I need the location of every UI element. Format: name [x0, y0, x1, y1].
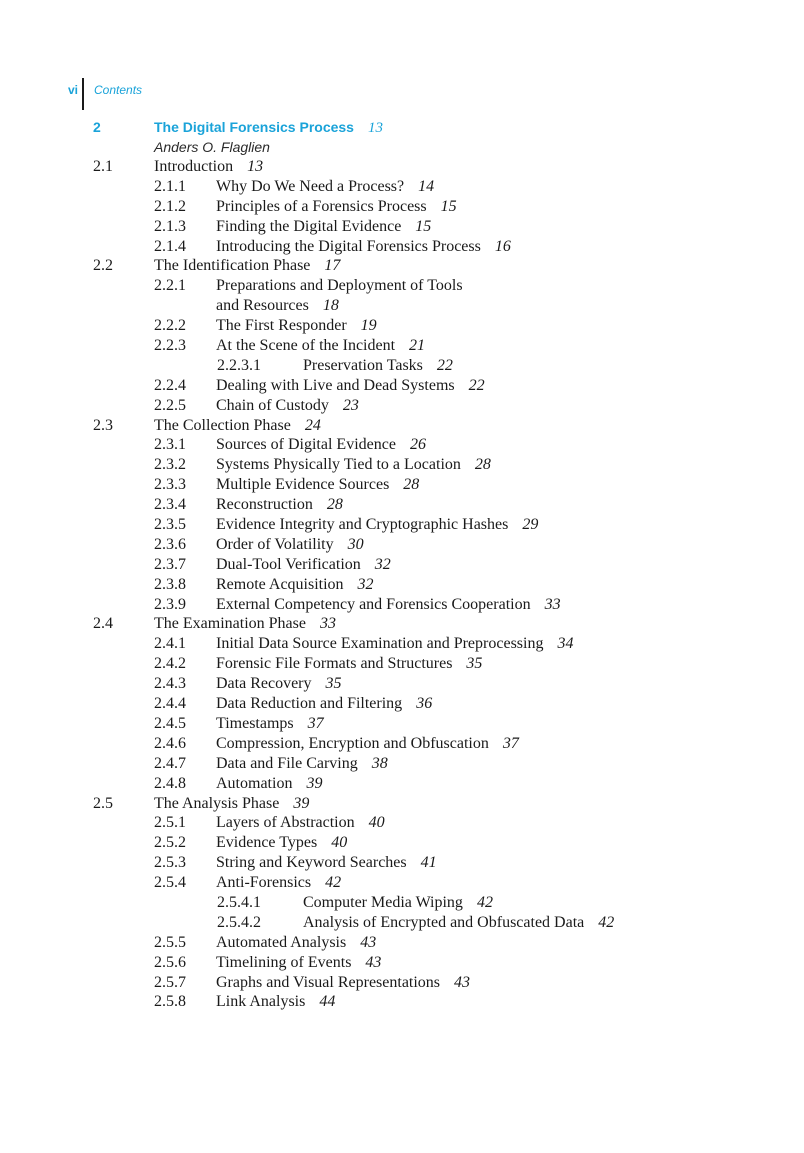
- toc-entry-number: 2.5.4: [154, 874, 186, 892]
- toc-entry-page: 29: [522, 516, 539, 534]
- toc-entry-title-line: [154, 157, 263, 177]
- toc-entry-title-line: [216, 197, 457, 217]
- toc-entry-page: 19: [360, 317, 377, 335]
- toc-entry-number: 2.2.2: [154, 317, 186, 335]
- toc-entry-page: 41: [420, 854, 437, 872]
- toc-entry-page: 33: [544, 595, 561, 613]
- toc-entry[interactable]: [0, 455, 804, 475]
- toc-entry-title: and Resources: [216, 297, 309, 315]
- toc-entry[interactable]: [0, 833, 804, 853]
- toc-entry-page: 28: [326, 496, 343, 514]
- toc-entry[interactable]: [0, 495, 804, 515]
- toc-entry-title: Preparations and Deployment of Tools: [216, 277, 463, 295]
- toc-entry-number: 2.3.3: [154, 476, 186, 494]
- toc-entry-title: Introduction: [154, 158, 234, 175]
- toc-entry-title: Automation: [216, 774, 293, 792]
- toc-entry-number: 2.3.9: [154, 595, 186, 613]
- toc-entry-title-line: [303, 893, 493, 913]
- toc-entry-title-line: [303, 356, 453, 376]
- toc-entry-page: 28: [403, 476, 420, 494]
- toc-entry-page: 35: [466, 655, 483, 673]
- toc-entry[interactable]: [0, 595, 804, 615]
- toc-entry-title-line: [216, 973, 470, 993]
- toc-entry-title-line: [216, 575, 374, 595]
- toc-entry-number: 2.5: [93, 794, 113, 812]
- toc-entry-title-line: [216, 475, 419, 495]
- toc-entry-title: The Analysis Phase: [154, 794, 280, 812]
- toc-entry-title-line: [216, 873, 341, 893]
- toc-entry-number: 2.5.5: [154, 933, 186, 951]
- toc-entry-page: 28: [474, 456, 491, 474]
- toc-entry[interactable]: [0, 853, 804, 873]
- toc-entry-title-line: [216, 396, 359, 416]
- toc-entry-title: Dual-Tool Verification: [216, 555, 361, 573]
- toc-entry-number: 2.3.5: [154, 516, 186, 534]
- toc-entry-title-line: [303, 913, 614, 933]
- toc-entry-title-line: [216, 634, 573, 654]
- toc-entry-page: 32: [357, 575, 374, 593]
- toc-entry-title-line: [216, 515, 538, 535]
- toc-entry[interactable]: [0, 575, 804, 595]
- toc-entry-title: Introducing the Digital Forensics Process: [216, 237, 481, 255]
- toc-entry-page: 32: [374, 555, 391, 573]
- page-number: vi: [68, 83, 79, 97]
- toc-entry-title: Preservation Tasks: [303, 356, 423, 374]
- toc-entry[interactable]: [0, 973, 804, 993]
- toc-entry-number: 2.2.3: [154, 337, 186, 355]
- toc-entry-page: 13: [247, 158, 264, 175]
- toc-entry-number: 2.4.3: [154, 675, 186, 693]
- toc-entry[interactable]: [0, 913, 804, 933]
- toc-entry-number: 2.4.1: [154, 635, 186, 653]
- toc-entry-number: 2.3.1: [154, 436, 186, 454]
- toc-entry-number: 2.1.2: [154, 197, 186, 215]
- toc-entry-title: Data Recovery: [216, 675, 312, 693]
- toc-entry-page: 39: [306, 774, 323, 792]
- toc-entry-page: 15: [440, 197, 457, 215]
- running-title: Contents: [94, 83, 143, 97]
- toc-entry-number: 2.1.1: [154, 177, 186, 195]
- toc-entry[interactable]: [0, 893, 804, 913]
- toc-entry-title: Data Reduction and Filtering: [216, 695, 403, 713]
- toc-entry-title-line: [216, 654, 482, 674]
- toc-entry-title-line: [216, 296, 339, 316]
- toc-entry-title-line: [216, 177, 434, 197]
- toc-entry-number: 2.3.2: [154, 456, 186, 474]
- chapter-number: 2: [93, 119, 101, 135]
- toc-entry-title: Order of Volatility: [216, 535, 334, 553]
- toc-entry-page: 39: [293, 794, 310, 812]
- toc-entry-title: Evidence Types: [216, 834, 318, 852]
- toc-entry-title: Remote Acquisition: [216, 575, 344, 593]
- toc-entry-title: External Competency and Forensics Cooperation: [216, 595, 531, 613]
- toc-entry-title-line: [216, 435, 426, 455]
- toc-entry-number: 2.5.2: [154, 834, 186, 852]
- toc-entry-title: Link Analysis: [216, 993, 306, 1011]
- toc-entry-number: 2.1.3: [154, 217, 186, 235]
- toc-entry-page: 42: [598, 913, 615, 931]
- toc-entry-number: 2.1.4: [154, 237, 186, 255]
- toc-entry-page: 37: [307, 714, 324, 732]
- toc-entry[interactable]: [0, 555, 804, 575]
- toc-entry-page: 42: [476, 893, 493, 911]
- toc-entry[interactable]: [0, 376, 804, 396]
- toc-entry-title: String and Keyword Searches: [216, 854, 407, 872]
- toc-entry[interactable]: [0, 614, 804, 634]
- running-header: [0, 78, 300, 110]
- toc-entry-title-line: [216, 774, 322, 794]
- toc-entry[interactable]: [0, 992, 804, 1012]
- toc-entry[interactable]: [0, 794, 804, 814]
- toc-entry-page: 24: [304, 416, 321, 434]
- toc-entry[interactable]: [0, 515, 804, 535]
- toc-entry-title-line: [216, 455, 491, 475]
- toc-entry-page: 36: [416, 695, 433, 713]
- toc-entry[interactable]: [0, 177, 804, 197]
- toc-entry-number: 2.2: [93, 257, 113, 275]
- chapter-title: The Digital Forensics Process: [154, 119, 354, 135]
- toc-entry-number: 2.4.5: [154, 714, 186, 732]
- toc-entry-number: 2.5.8: [154, 993, 186, 1011]
- toc-entry-title: Automated Analysis: [216, 933, 347, 951]
- toc-entry[interactable]: [0, 813, 804, 833]
- toc-entry-title: Timestamps: [216, 714, 294, 732]
- chapter-title-line[interactable]: [154, 117, 383, 138]
- toc-entry-title-line: [154, 416, 321, 436]
- toc-entry[interactable]: [0, 654, 804, 674]
- toc-entry-title: Sources of Digital Evidence: [216, 436, 396, 454]
- toc-entry-page: 43: [360, 933, 377, 951]
- toc-entry-title-line: [216, 734, 519, 754]
- toc-entry[interactable]: [0, 634, 804, 654]
- toc-entry-title-line: [216, 535, 364, 555]
- toc-entry-number: 2.5.6: [154, 953, 186, 971]
- toc-entry-title-line: [216, 813, 385, 833]
- toc-entry[interactable]: [0, 535, 804, 555]
- toc-entry-title-line: [216, 714, 324, 734]
- toc-entry-title: Graphs and Visual Representations: [216, 973, 441, 991]
- toc-entry[interactable]: [0, 953, 804, 973]
- toc-entry-page: 30: [347, 535, 364, 553]
- toc-entry-number: 2.4.4: [154, 695, 186, 713]
- toc-entry[interactable]: [0, 873, 804, 893]
- toc-entry-number: 2.5.4.1: [217, 893, 261, 911]
- toc-entry-page: 18: [322, 297, 339, 315]
- toc-entry[interactable]: [0, 217, 804, 237]
- toc-entry-page: 15: [415, 217, 432, 235]
- toc-entry-title: Evidence Integrity and Cryptographic Hashes: [216, 516, 509, 534]
- toc-entry-number: 2.4.2: [154, 655, 186, 673]
- toc-entry-page: 44: [319, 993, 336, 1011]
- toc-entry-title-line: [216, 754, 388, 774]
- toc-entry[interactable]: [0, 754, 804, 774]
- toc-entry-title-line: [216, 217, 431, 237]
- toc-entry-title: Dealing with Live and Dead Systems: [216, 376, 455, 394]
- toc-entry-title: The First Responder: [216, 317, 347, 335]
- toc-entry-page: 22: [468, 376, 485, 394]
- toc-entry-title-line: [216, 336, 425, 356]
- toc-entry-number: 2.4: [93, 615, 113, 633]
- toc-entry[interactable]: [0, 734, 804, 754]
- chapter-author: Anders O. Flaglien: [154, 139, 270, 155]
- toc-entry-number: 2.5.4.2: [217, 913, 261, 931]
- toc-entry-title: The Identification Phase: [154, 257, 311, 275]
- toc-entry-title: Timelining of Events: [216, 953, 352, 971]
- toc-entry-number: 2.5.1: [154, 814, 186, 832]
- toc-entry-number: 2.5.3: [154, 854, 186, 872]
- toc-entry-page: 21: [409, 337, 426, 355]
- toc-entry[interactable]: [0, 435, 804, 455]
- toc-entry-number: 2.2.4: [154, 376, 186, 394]
- toc-entry-title: The Examination Phase: [154, 615, 306, 633]
- toc-entry-title: Compression, Encryption and Obfuscation: [216, 734, 489, 752]
- toc-entry[interactable]: [0, 774, 804, 794]
- toc-entry-number: 2.3.6: [154, 535, 186, 553]
- toc-entry-title: The Collection Phase: [154, 416, 291, 434]
- toc-entry-number: 2.3.8: [154, 575, 186, 593]
- toc-entry-title: At the Scene of the Incident: [216, 337, 396, 355]
- toc-entry-page: 23: [342, 396, 359, 414]
- toc-entry-title: Multiple Evidence Sources: [216, 476, 390, 494]
- toc-entry-title-line: [154, 614, 336, 634]
- toc-entry-page: 16: [494, 237, 511, 255]
- toc-entry-title-line: [216, 555, 391, 575]
- toc-entry-title-line: [154, 256, 340, 276]
- toc-entry-title: Forensic File Formats and Structures: [216, 655, 453, 673]
- toc-entry-page: 22: [436, 356, 453, 374]
- toc-entry[interactable]: [0, 157, 804, 177]
- toc-entry[interactable]: [0, 356, 804, 376]
- table-of-contents: [0, 157, 804, 1012]
- toc-entry-title-line: [216, 595, 561, 615]
- toc-entry[interactable]: [0, 237, 804, 257]
- toc-entry-page: 43: [454, 973, 471, 991]
- header-divider: [82, 78, 84, 110]
- toc-entry[interactable]: [0, 316, 804, 336]
- toc-entry-page: 35: [325, 675, 342, 693]
- toc-entry-title: Layers of Abstraction: [216, 814, 355, 832]
- toc-entry[interactable]: [0, 694, 804, 714]
- toc-entry-title: Anti-Forensics: [216, 874, 312, 892]
- toc-entry-title-line: [216, 237, 511, 257]
- toc-entry-title-line: [216, 316, 377, 336]
- toc-entry-title: Computer Media Wiping: [303, 893, 463, 911]
- toc-entry[interactable]: [0, 197, 804, 217]
- toc-entry[interactable]: [0, 475, 804, 495]
- toc-entry-page: 17: [324, 257, 341, 275]
- toc-entry-title: Systems Physically Tied to a Location: [216, 456, 461, 474]
- toc-entry-title: Data and File Carving: [216, 754, 358, 772]
- toc-entry-title: Finding the Digital Evidence: [216, 217, 402, 235]
- toc-entry-page: 26: [409, 436, 426, 454]
- toc-entry-number: 2.3.4: [154, 496, 186, 514]
- toc-entry-page: 38: [371, 754, 388, 772]
- toc-entry-number: 2.3.7: [154, 555, 186, 573]
- toc-entry-number: 2.4.8: [154, 774, 186, 792]
- toc-entry-page: 40: [331, 834, 348, 852]
- toc-entry-number: 2.2.5: [154, 396, 186, 414]
- toc-entry[interactable]: [0, 933, 804, 953]
- toc-entry[interactable]: [0, 416, 804, 436]
- chapter-heading[interactable]: [0, 117, 804, 137]
- chapter-page: 13: [367, 120, 383, 136]
- toc-entry-page: 37: [502, 734, 519, 752]
- toc-entry-number: 2.1: [93, 158, 113, 175]
- toc-entry-title-line: [216, 853, 437, 873]
- toc-entry-title-line: [216, 276, 463, 296]
- toc-entry-title-line: [216, 833, 347, 853]
- toc-entry-title-line: [216, 953, 381, 973]
- toc-entry-title: Chain of Custody: [216, 396, 329, 414]
- toc-entry-title-line: [216, 376, 485, 396]
- toc-entry-page: 34: [557, 635, 574, 653]
- toc-entry-title-line: [216, 992, 335, 1012]
- toc-entry-page: 40: [368, 814, 385, 832]
- toc-entry-title: Why Do We Need a Process?: [216, 177, 405, 195]
- toc-entry[interactable]: [0, 714, 804, 734]
- toc-entry[interactable]: [0, 336, 804, 356]
- toc-entry-title: Principles of a Forensics Process: [216, 197, 427, 215]
- toc-entry[interactable]: [0, 276, 804, 296]
- toc-entry[interactable]: [0, 396, 804, 416]
- toc-entry-title-line: [154, 794, 309, 814]
- toc-entry-page: 43: [365, 953, 382, 971]
- toc-entry-page: 14: [418, 177, 435, 195]
- toc-entry-page: 33: [319, 615, 336, 633]
- toc-entry-page: 42: [325, 874, 342, 892]
- toc-entry-number: 2.4.7: [154, 754, 186, 772]
- toc-entry-title: Analysis of Encrypted and Obfuscated Data: [303, 913, 585, 931]
- toc-entry-title-line: [216, 933, 376, 953]
- toc-entry[interactable]: [0, 256, 804, 276]
- toc-entry[interactable]: [0, 296, 804, 316]
- toc-entry-number: 2.4.6: [154, 734, 186, 752]
- toc-entry-title-line: [216, 674, 342, 694]
- toc-entry-title: Reconstruction: [216, 496, 313, 514]
- toc-entry[interactable]: [0, 674, 804, 694]
- toc-entry-title-line: [216, 694, 432, 714]
- toc-entry-number: 2.2.1: [154, 277, 186, 295]
- toc-entry-title-line: [216, 495, 343, 515]
- toc-entry-number: 2.5.7: [154, 973, 186, 991]
- toc-entry-title: Initial Data Source Examination and Preprocessing: [216, 635, 544, 653]
- toc-entry-number: 2.3: [93, 416, 113, 434]
- toc-entry-number: 2.2.3.1: [217, 356, 261, 374]
